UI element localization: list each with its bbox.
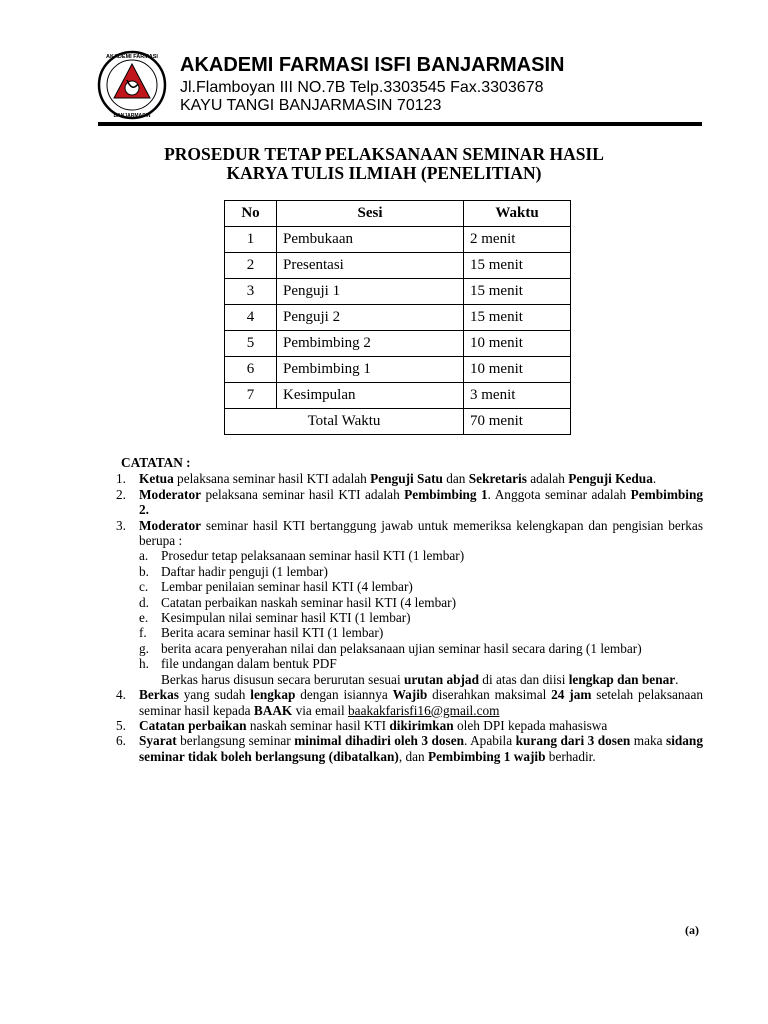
note-text: . Apabila (464, 733, 516, 749)
note-text: sidang seminar tidak boleh berlangsung (dibatalkan) (139, 733, 703, 764)
note-text: BAAK (253, 702, 293, 718)
institution-city: KAYU TANGI BANJARMASIN 70123 (180, 97, 442, 114)
subitem-label: f. (139, 625, 147, 641)
note-text: urutan abjad (403, 671, 479, 687)
note-text: setelah pelaksanaan seminar hasil kepada (139, 687, 703, 718)
subitem-label: h. (139, 656, 149, 672)
cell-no: 5 (225, 331, 277, 357)
note-body (139, 687, 703, 718)
note-number: 2. (116, 486, 126, 502)
cell-sesi: Pembimbing 2 (277, 331, 464, 357)
subitem-label: d. (139, 594, 149, 610)
session-schedule-table (224, 200, 571, 435)
document-title-line-1: PROSEDUR TETAP PELAKSANAAN SEMINAR HASIL (164, 144, 604, 164)
note-item (110, 687, 703, 718)
cell-no: 1 (225, 227, 277, 253)
institution-address: Jl.Flamboyan III NO.7B Telp.3303545 Fax.3303678 (180, 79, 544, 96)
notes-heading: CATATAN : (121, 455, 191, 470)
note-body (139, 733, 703, 764)
note-text: kurang dari 3 dosen (515, 733, 631, 749)
subitem-text: Lembar penilaian seminar hasil KTI (4 lembar) (161, 579, 413, 595)
table-row (225, 383, 571, 409)
note-text: Ketua (139, 471, 174, 487)
total-row (225, 409, 571, 435)
page-mark: (a) (685, 923, 699, 937)
table-header-row (225, 201, 571, 227)
note-text: Berkas (139, 687, 179, 703)
cell-no: 4 (225, 305, 277, 331)
table-row (225, 279, 571, 305)
cell-sesi: Kesimpulan (277, 383, 464, 409)
cell-waktu: 15 menit (464, 305, 571, 331)
note-text: naskah seminar hasil KTI (246, 717, 390, 733)
note-item (110, 718, 703, 733)
note-text: Berkas harus disusun secara berurutan sesuai (161, 671, 404, 687)
notes-list (110, 471, 703, 764)
note-text: maka (630, 733, 667, 749)
cell-waktu: 2 menit (464, 227, 571, 253)
cell-sesi: Penguji 1 (277, 279, 464, 305)
note-text: , dan (398, 748, 429, 764)
total-value: 70 menit (464, 409, 571, 435)
note-text: yang sudah (178, 687, 251, 703)
table-row (225, 357, 571, 383)
column-header-sesi: Sesi (277, 201, 464, 227)
note-item (110, 471, 703, 486)
cell-no: 3 (225, 279, 277, 305)
note-text: dengan isiannya (295, 687, 393, 703)
header-divider (98, 122, 702, 126)
cell-no: 6 (225, 357, 277, 383)
note-text: di atas dan diisi (478, 671, 569, 687)
subitem-text: Daftar hadir penguji (1 lembar) (161, 563, 328, 579)
note-subitem (139, 625, 703, 640)
note-text: Pembimbing 1 wajib (428, 748, 546, 764)
table-row (225, 331, 571, 357)
note-text: Sekretaris (468, 471, 527, 487)
note-number: 1. (116, 471, 126, 487)
subitem-text: Prosedur tetap pelaksanaan seminar hasil KTI (1 lembar) (161, 548, 465, 564)
note-subitem (139, 641, 703, 656)
note-text: adalah (526, 471, 569, 487)
note-text: Moderator (139, 486, 202, 502)
table-row (225, 253, 571, 279)
note-text: . Anggota seminar adalah (487, 486, 631, 502)
note-subitem (139, 610, 703, 625)
note-subitem (139, 564, 703, 579)
note-item (110, 733, 703, 764)
cell-sesi: Pembimbing 1 (277, 357, 464, 383)
cell-no: 7 (225, 383, 277, 409)
cell-sesi: Penguji 2 (277, 305, 464, 331)
note-text: Pembimbing 2. (139, 486, 704, 518)
cell-waktu: 10 menit (464, 331, 571, 357)
note-text: dan (442, 471, 469, 487)
note-text: lengkap (250, 687, 296, 703)
note-text: . (652, 471, 657, 487)
note-followup (139, 672, 703, 687)
notes-section (110, 455, 703, 764)
subitem-label: e. (139, 610, 149, 626)
cell-waktu: 15 menit (464, 253, 571, 279)
note-text: Penguji Satu (370, 471, 443, 487)
note-text: via email (292, 702, 349, 718)
note-text: 24 jam (551, 687, 592, 703)
cell-sesi: Presentasi (277, 253, 464, 279)
note-body (139, 471, 703, 486)
note-body (139, 718, 703, 733)
document-title-line-2: KARYA TULIS ILMIAH (PENELITIAN) (226, 163, 542, 183)
note-text: oleh DPI kepada mahasiswa (453, 717, 608, 733)
note-subitem (139, 656, 703, 671)
note-text: diserahkan maksimal (427, 687, 552, 703)
note-subitem (139, 579, 703, 594)
cell-no: 2 (225, 253, 277, 279)
table-row (225, 305, 571, 331)
cell-waktu: 3 menit (464, 383, 571, 409)
subitem-label: c. (139, 579, 149, 595)
note-text: pelaksana seminar hasil KTI adalah (173, 471, 371, 487)
note-item (110, 518, 703, 687)
subitem-label: b. (139, 563, 149, 579)
note-item (110, 487, 703, 518)
column-header-waktu: Waktu (464, 201, 571, 227)
total-label: Total Waktu (225, 409, 464, 435)
svg-text:BANJARMASIN: BANJARMASIN (113, 113, 151, 119)
note-text: berlangsung seminar (176, 733, 295, 749)
cell-waktu: 10 menit (464, 357, 571, 383)
note-text: Catatan perbaikan (139, 717, 247, 733)
note-text: Wajib (392, 687, 428, 703)
note-body (139, 487, 703, 518)
note-text: minimal dihadiri oleh 3 dosen (294, 733, 464, 749)
svg-text:AKADEMI FARMASI: AKADEMI FARMASI (106, 54, 158, 60)
note-text: Penguji Kedua (568, 471, 653, 487)
note-subitem (139, 595, 703, 610)
subitem-text: Kesimpulan nilai seminar hasil KTI (1 lembar) (161, 610, 411, 626)
cell-waktu: 15 menit (464, 279, 571, 305)
note-body (139, 518, 703, 549)
note-number: 4. (116, 687, 126, 703)
note-text: lengkap dan benar (568, 671, 676, 687)
note-text: berhadir. (545, 748, 596, 764)
note-number: 3. (116, 517, 126, 533)
note-subitem (139, 548, 703, 563)
institution-logo (97, 50, 167, 120)
subitem-label: g. (139, 640, 149, 656)
table-row (225, 227, 571, 253)
institution-name: AKADEMI FARMASI ISFI BANJARMASIN (180, 54, 565, 76)
subitem-text: Berita acara seminar hasil KTI (1 lembar) (161, 625, 384, 641)
note-text: dikirimkan (389, 717, 454, 733)
subitem-text: Catatan perbaikan naskah seminar hasil KTI (4 lembar) (161, 594, 457, 610)
note-text: Moderator (139, 517, 202, 533)
column-header-no: No (225, 201, 277, 227)
subitem-text: berita acara penyerahan nilai dan pelaksanaan ujian seminar hasil secara daring (1 lembar) (161, 640, 642, 656)
note-text: . (675, 671, 679, 687)
note-text: seminar hasil KTI bertanggung jawab untuk memeriksa kelengkapan dan pengisian berkas berupa : (139, 517, 703, 549)
note-text: pelaksana seminar hasil KTI adalah (201, 486, 405, 502)
subitem-label: a. (139, 548, 149, 564)
subitem-text: file undangan dalam bentuk PDF (161, 656, 337, 672)
email-link[interactable]: baakakfarisfi16@gmail.com (348, 702, 500, 718)
cell-sesi: Pembukaan (277, 227, 464, 253)
note-number: 6. (116, 733, 126, 749)
note-text: Syarat (139, 733, 177, 749)
note-number: 5. (116, 717, 126, 733)
note-text: Pembimbing 1 (404, 486, 488, 502)
